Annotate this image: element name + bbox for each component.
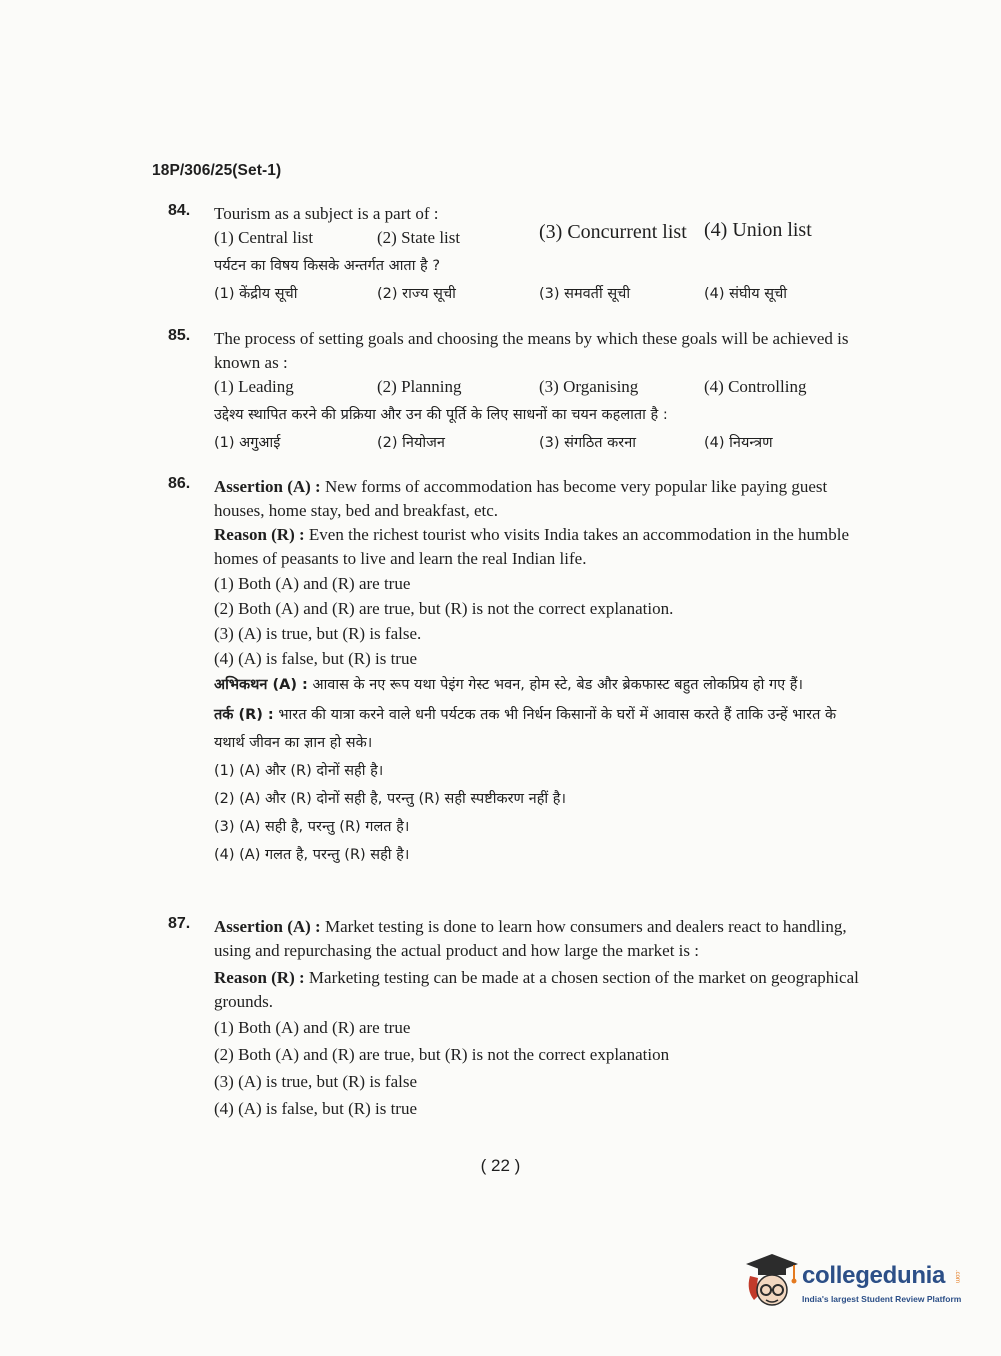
- option-1: (1) Central list: [214, 228, 314, 247]
- option-2-hi: (2) राज्य सूची: [377, 286, 456, 302]
- option-1: (1) Both (A) and (R) are true: [214, 1018, 411, 1037]
- option-3: (3) (A) is true, but (R) is false.: [214, 624, 422, 643]
- option-3-hi: (3) संगठित करना: [539, 435, 637, 451]
- option-4: (4) Union list: [704, 219, 812, 241]
- question-84: [168, 202, 868, 310]
- collegedunia-logo: [742, 1250, 974, 1314]
- option-1-hi: (1) अगुआई: [214, 435, 281, 451]
- reason-text: Even the richest tourist who visits India takes an accommodation in the humble homes of peasants to live and learn the real Indian life.: [214, 525, 850, 568]
- option-3-hi: (3) समवर्ती सूची: [539, 286, 631, 302]
- assertion-label: Assertion (A) :: [214, 917, 321, 936]
- reason-text: Marketing testing can be made at a chosen section of the market on geographical grounds.: [214, 968, 859, 1011]
- option-2: (2) State list: [377, 228, 461, 247]
- option-4-hi: (4) (A) गलत है, परन्तु (R) सही है।: [214, 847, 410, 863]
- option-4: (4) Controlling: [704, 377, 807, 396]
- option-2-hi: (2) (A) और (R) दोनों सही है, परन्तु (R) सही स्पष्टीकरण नहीं है।: [214, 791, 566, 807]
- option-2: (2) Both (A) and (R) are true, but (R) is not the correct explanation.: [214, 599, 674, 618]
- assertion-en: [214, 475, 868, 523]
- option-4: (4) (A) is false, but (R) is true: [214, 1099, 418, 1118]
- question-number: 84.: [168, 202, 191, 219]
- page-number: ( 22 ): [480, 1156, 521, 1175]
- option-2: (2) Both (A) and (R) are true, but (R) is not the correct explanation: [214, 1045, 670, 1064]
- option-4-hi: (4) नियन्त्रण: [704, 435, 773, 451]
- question-86: [168, 475, 868, 869]
- question-87: [168, 915, 868, 1122]
- assertion-label: Assertion (A) :: [214, 477, 321, 496]
- option-1-hi: (1) (A) और (R) दोनों सही है।: [214, 763, 384, 779]
- question-text-en: The process of setting goals and choosing the means by which these goals will be achieved is known as :: [214, 329, 849, 372]
- reason-en: [214, 966, 868, 1014]
- option-2: (2) Planning: [377, 377, 462, 396]
- logo-suffix: .com: [954, 1270, 960, 1284]
- option-1-hi: (1) केंद्रीय सूची: [214, 286, 298, 302]
- question-85: [168, 327, 868, 459]
- paper-code: 18P/306/25(Set-1): [152, 162, 282, 179]
- assertion-hi: [214, 671, 868, 699]
- options-en: [214, 375, 868, 401]
- option-4: (4) (A) is false, but (R) is true: [214, 649, 418, 668]
- option-3: (3) (A) is true, but (R) is false: [214, 1072, 418, 1091]
- question-number: 87.: [168, 915, 191, 932]
- assertion-text-hi: आवास के नए रूप यथा पेइंग गेस्ट भवन, होम स्टे, बेड और ब्रेकफास्ट बहुत लोकप्रिय हो गए हैं।: [312, 677, 803, 693]
- assertion-text: New forms of accommodation has become very popular like paying guest houses, home stay, bed and breakfast, etc.: [214, 477, 828, 520]
- question-number: 85.: [168, 327, 191, 344]
- question-text-hi: उद्देश्य स्थापित करने की प्रक्रिया और उन की पूर्ति के लिए साधनों का चयन कहलाता है :: [214, 407, 668, 423]
- reason-en: [214, 523, 868, 571]
- mascot-icon: [742, 1250, 800, 1314]
- assertion-text: Market testing is done to learn how consumers and dealers react to handling, using and repurchasing the actual product and how large the market is :: [214, 917, 847, 960]
- options-en: [214, 219, 868, 252]
- option-3-hi: (3) (A) सही है, परन्तु (R) गलत है।: [214, 819, 410, 835]
- options-hi: [214, 429, 868, 459]
- option-2-hi: (2) नियोजन: [377, 435, 445, 451]
- option-1: (1) Leading: [214, 377, 294, 396]
- reason-hi: [214, 701, 868, 757]
- question-text-hi: पर्यटन का विषय किसके अन्तर्गत आता है ?: [214, 258, 441, 274]
- option-3: (3) Concurrent list: [539, 221, 687, 243]
- question-number: 86.: [168, 475, 191, 492]
- reason-label-hi: तर्क (R) :: [214, 707, 274, 723]
- reason-label: Reason (R) :: [214, 968, 305, 987]
- option-1: (1) Both (A) and (R) are true: [214, 574, 411, 593]
- option-4-hi: (4) संघीय सूची: [704, 286, 788, 302]
- logo-brand: collegedunia: [802, 1262, 946, 1289]
- reason-label: Reason (R) :: [214, 525, 305, 544]
- question-text-en: Tourism as a subject is a part of :: [214, 204, 439, 223]
- assertion-label-hi: अभिकथन (A) :: [214, 677, 308, 693]
- assertion-en: [214, 915, 868, 963]
- reason-text-hi: भारत की यात्रा करने वाले धनी पर्यटक तक भी निर्धन किसानों के घरों में आवास करते हैं ताकि उन्हें भारत के यथार्थ जीवन का ज्ञान हो सके।: [214, 707, 837, 751]
- options-hi: [214, 280, 868, 310]
- logo-tagline: India's largest Student Review Platform: [802, 1294, 962, 1304]
- option-3: (3) Organising: [539, 377, 639, 396]
